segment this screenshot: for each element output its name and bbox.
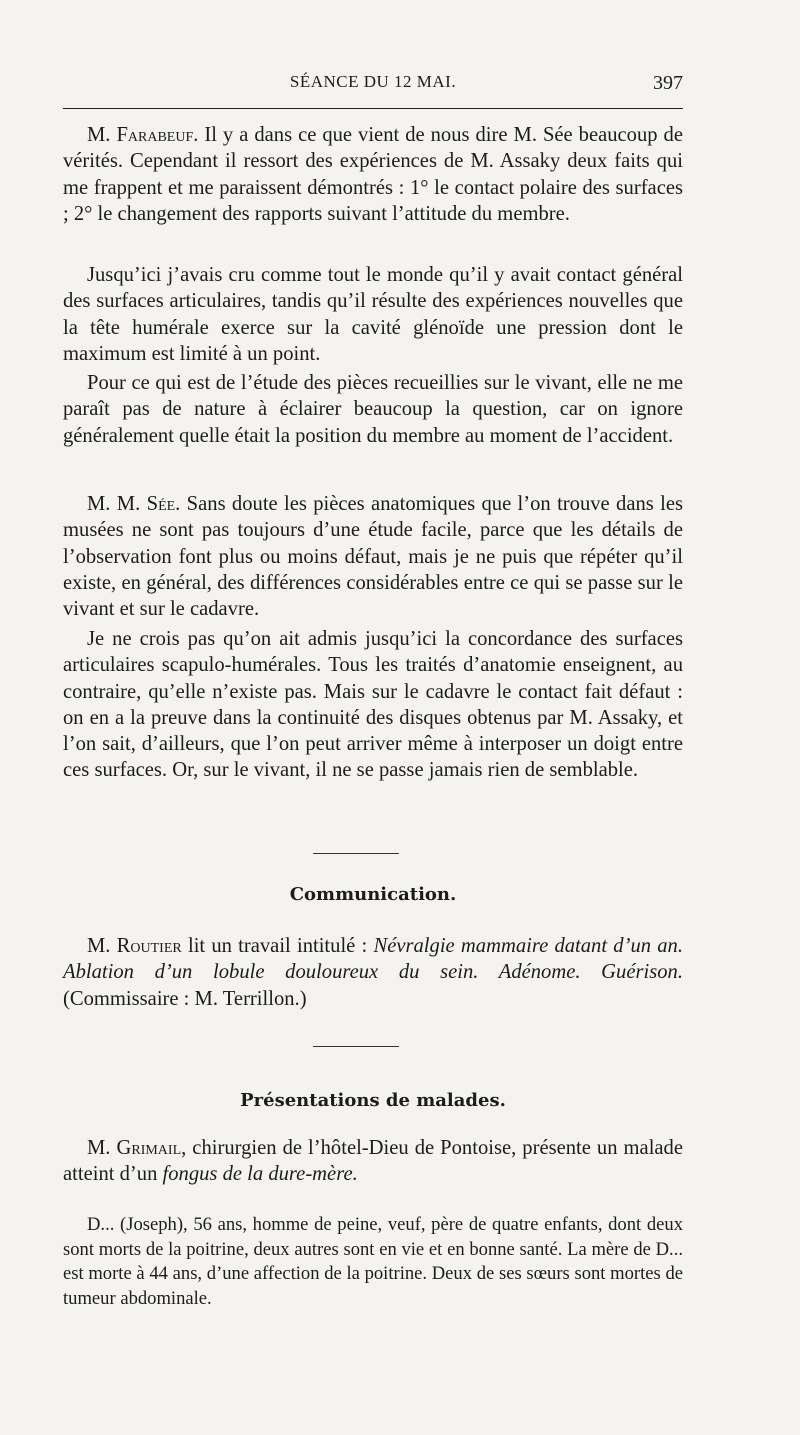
header-rule [63, 108, 683, 109]
paragraph-text: Il y a dans ce que vient de nous dire M. Sée beaucoup de vérités. Cependant il ressort des expériences de M. Assaky deux faits qui me frappent et me paraissent démontrés : 1° le contact polaire des surfaces ; 2° le changement des rapports suivant l’attitude du membre. [63, 124, 683, 225]
paragraph-text: Pour ce qui est de l’étude des pièces recueillies sur le vivant, elle ne me paraît pas de nature à éclairer beaucoup la question, car on ignore généralement quelle était la position du membre au moment de l’accident. [63, 372, 683, 447]
paragraph-grimail [63, 1135, 683, 1188]
paragraph-contact [63, 262, 683, 367]
paragraph-text: lit un travail intitulé : [181, 935, 374, 957]
paragraph-text: chirurgien de l’hôtel-Dieu de Pontoise, présente un malade atteint d’un [63, 1137, 683, 1186]
section-divider [313, 1046, 399, 1047]
paragraph-farabeuf [63, 122, 683, 227]
paragraph-text: (Commissaire : M. Terrillon.) [63, 987, 307, 1010]
section-title-communication: Communication. [289, 884, 457, 905]
work-title: Névralgie mammaire datant d’un an. Ablation d’un lobule douloureux du sein. Adénome. Guérison. [63, 935, 684, 984]
paragraph-text: D... (Joseph), 56 ans, homme de peine, veuf, père de quatre enfants, dont deux sont morts de la poitrine, deux autres sont en vie et en bonne santé. La mère de D... est morte à 44 ans, d’une affection de la poitrine. Deux de ses sœurs sont mortes de tumeur abdominale. [63, 1214, 683, 1309]
section-title-presentations: Présentations de malades. [240, 1090, 506, 1111]
paragraph-text: Je ne crois pas qu’on ait admis jusqu’ici la concordance des surfaces articulaires scapulo-humérales. Tous les traités d’anatomie enseignent, au contraire, qu’elle n’existe pas. Mais sur le cadavre le contact fait défaut : on en a la preuve dans la continuité des disques obtenus par M. Assaky, et l’on sait, d’ailleurs, que l’on peut arriver même à interposer un doigt entre ces surfaces. Or, sur le vivant, il ne se passe jamais rien de semblable. [63, 628, 683, 782]
running-header [63, 72, 683, 102]
paragraph-text: Jusqu’ici j’avais cru comme tout le monde qu’il y avait contact général des surfaces articulaires, tandis qu’il résulte des expériences nouvelles que la tête humérale exerce sur la cavité glénoïde une pression dont le maximum est limité à un point. [63, 264, 683, 365]
paragraph-text: Sans doute les pièces anatomiques que l’on trouve dans les musées ne sont pas toujours d’une étude facile, parce que les détails de l’observation font plus ou moins défaut, mais je ne puis que répéter qu’il existe, en général, des différences considérables entre ce qui se passe sur le vivant et sur le cadavre. [63, 493, 684, 621]
speaker-name: M. Farabeuf. [87, 124, 199, 146]
paragraph-observation [63, 1213, 683, 1311]
header-title: SÉANCE DU 12 MAI. [289, 72, 457, 91]
speaker-name: M. M. Sée. [87, 493, 181, 515]
speaker-name: M. Routier [87, 935, 182, 957]
paragraph-concordance [63, 626, 683, 784]
paragraph-see [63, 491, 683, 622]
page-number: 397 [653, 72, 683, 94]
paragraph-vivant [63, 370, 683, 449]
paragraph-routier [63, 933, 683, 1012]
section-divider [313, 853, 399, 854]
speaker-name: M. Grimail, [87, 1137, 187, 1159]
diagnosis: fongus de la dure-mère. [162, 1163, 358, 1186]
